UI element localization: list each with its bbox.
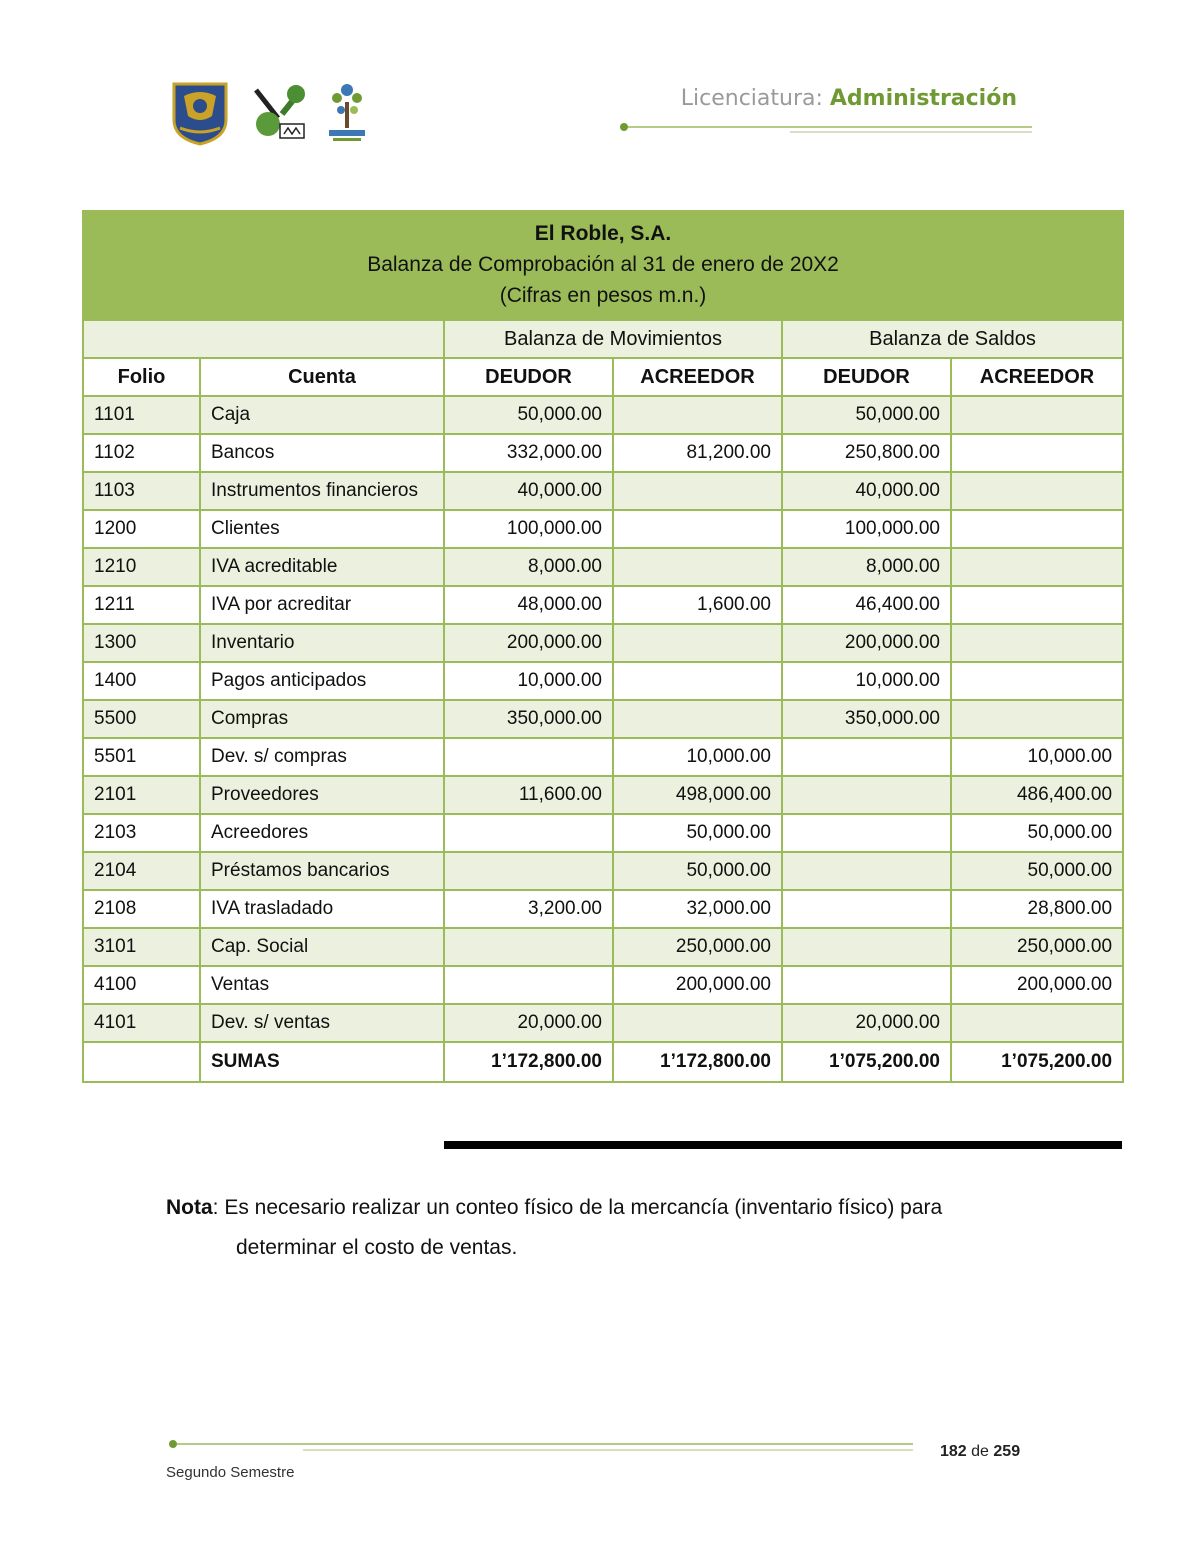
fca-logo [248, 80, 310, 146]
header-logos [170, 80, 380, 150]
cell-mov-deudor: 20,000.00 [444, 1004, 613, 1042]
cell-mov-acreedor [613, 396, 782, 434]
cell-sal-deudor [782, 776, 951, 814]
cell-folio: 2101 [83, 776, 200, 814]
cell-sal-acreedor: 50,000.00 [951, 814, 1123, 852]
table-row [83, 890, 1123, 928]
cell-mov-acreedor [613, 510, 782, 548]
cell-cuenta: Clientes [200, 510, 444, 548]
table-row [83, 662, 1123, 700]
cell-mov-acreedor: 50,000.00 [613, 814, 782, 852]
cell-mov-acreedor: 498,000.00 [613, 776, 782, 814]
cell-mov-deudor: 40,000.00 [444, 472, 613, 510]
cell-mov-acreedor: 250,000.00 [613, 928, 782, 966]
cell-sal-deudor: 8,000.00 [782, 548, 951, 586]
column-header-folio: Folio [83, 358, 200, 396]
cell-mov-acreedor: 1,600.00 [613, 586, 782, 624]
cell-mov-deudor [444, 966, 613, 1004]
cell-mov-acreedor: 10,000.00 [613, 738, 782, 776]
cell-sal-deudor: 40,000.00 [782, 472, 951, 510]
cell-cuenta: Instrumentos financieros [200, 472, 444, 510]
cell-sal-deudor: 350,000.00 [782, 700, 951, 738]
table-row [83, 966, 1123, 1004]
cell-mov-acreedor [613, 1004, 782, 1042]
cell-folio: 2103 [83, 814, 200, 852]
column-header-row [83, 358, 1123, 396]
cell-cuenta: IVA acreditable [200, 548, 444, 586]
cell-sal-acreedor [951, 548, 1123, 586]
cell-folio: 5501 [83, 738, 200, 776]
semester-label: Segundo Semestre [166, 1464, 295, 1481]
cell-sal-deudor: 20,000.00 [782, 1004, 951, 1042]
cell-folio: 2108 [83, 890, 200, 928]
company-name: El Roble, S.A. [534, 222, 672, 245]
cell-folio: 1210 [83, 548, 200, 586]
cell-sal-deudor [782, 928, 951, 966]
cell-sal-acreedor [951, 1004, 1123, 1042]
total-sal-deudor: 1’075,200.00 [782, 1042, 951, 1082]
note-label: Nota [166, 1196, 213, 1219]
cell-sal-acreedor [951, 586, 1123, 624]
cell-mov-acreedor: 32,000.00 [613, 890, 782, 928]
cell-mov-deudor: 332,000.00 [444, 434, 613, 472]
cell-folio: 1211 [83, 586, 200, 624]
program-title [681, 86, 1017, 111]
table-row [83, 548, 1123, 586]
note-text-continued: determinar el costo de ventas. [236, 1236, 518, 1259]
cell-sal-deudor [782, 966, 951, 1004]
cell-folio: 4101 [83, 1004, 200, 1042]
cell-sal-acreedor [951, 510, 1123, 548]
cell-cuenta: Bancos [200, 434, 444, 472]
table-row [83, 814, 1123, 852]
cell-folio: 4100 [83, 966, 200, 1004]
cell-mov-acreedor [613, 548, 782, 586]
cell-mov-deudor: 10,000.00 [444, 662, 613, 700]
cell-sal-deudor [782, 814, 951, 852]
cell-sal-acreedor [951, 434, 1123, 472]
total-sal-acreedor: 1’075,200.00 [951, 1042, 1123, 1082]
cell-cuenta: Caja [200, 396, 444, 434]
table-row [83, 738, 1123, 776]
cell-mov-acreedor: 200,000.00 [613, 966, 782, 1004]
program-prefix: Licenciatura: [680, 86, 823, 111]
cell-cuenta: Compras [200, 700, 444, 738]
cell-mov-deudor: 350,000.00 [444, 700, 613, 738]
cell-mov-acreedor [613, 700, 782, 738]
totals-label: SUMAS [200, 1042, 444, 1082]
cell-sal-acreedor [951, 472, 1123, 510]
note-text: : Es necesario realizar un conteo físico de la mercancía (inventario físico) para [212, 1196, 943, 1219]
cell-mov-deudor: 50,000.00 [444, 396, 613, 434]
table-row [83, 1004, 1123, 1042]
cell-folio: 1102 [83, 434, 200, 472]
cell-sal-deudor: 200,000.00 [782, 624, 951, 662]
cell-cuenta: Ventas [200, 966, 444, 1004]
cell-cuenta: Acreedores [200, 814, 444, 852]
cell-sal-acreedor [951, 662, 1123, 700]
cell-sal-deudor: 100,000.00 [782, 510, 951, 548]
table-row [83, 624, 1123, 662]
cell-mov-acreedor: 50,000.00 [613, 852, 782, 890]
group-header-empty [83, 320, 444, 358]
cell-folio: 5500 [83, 700, 200, 738]
cell-folio: 2104 [83, 852, 200, 890]
cell-mov-acreedor [613, 662, 782, 700]
header-decorative-line [620, 120, 1032, 134]
column-header-cuenta: Cuenta [200, 358, 444, 396]
page-current: 182 [940, 1443, 967, 1460]
cell-cuenta: Inventario [200, 624, 444, 662]
trial-balance-table [82, 210, 1124, 1083]
cell-mov-deudor: 11,600.00 [444, 776, 613, 814]
page-total: 259 [993, 1443, 1021, 1460]
total-mov-acreedor: 1’172,800.00 [613, 1042, 782, 1082]
cell-mov-acreedor: 81,200.00 [613, 434, 782, 472]
currency-note: (Cifras en pesos m.n.) [499, 284, 707, 307]
cell-cuenta: Proveedores [200, 776, 444, 814]
title-row [83, 211, 1123, 320]
cell-sal-acreedor: 28,800.00 [951, 890, 1123, 928]
cell-mov-deudor [444, 738, 613, 776]
program-name: Administración [829, 86, 1017, 111]
table-row [83, 700, 1123, 738]
table-row [83, 852, 1123, 890]
totals-folio-empty [83, 1042, 200, 1082]
cell-mov-deudor: 3,200.00 [444, 890, 613, 928]
cell-folio: 1400 [83, 662, 200, 700]
unam-crest-logo [170, 80, 230, 146]
footer-decorative-line [168, 1438, 913, 1454]
group-header-saldos: Balanza de Saldos [782, 320, 1123, 358]
cell-cuenta: Pagos anticipados [200, 662, 444, 700]
cell-sal-deudor: 46,400.00 [782, 586, 951, 624]
cell-sal-deudor [782, 890, 951, 928]
table-row [83, 928, 1123, 966]
column-header-mov-deudor: DEUDOR [444, 358, 613, 396]
cell-sal-acreedor [951, 396, 1123, 434]
cell-folio: 1200 [83, 510, 200, 548]
cell-mov-deudor: 100,000.00 [444, 510, 613, 548]
cell-mov-deudor: 200,000.00 [444, 624, 613, 662]
cell-sal-acreedor: 10,000.00 [951, 738, 1123, 776]
sua-tree-logo [325, 80, 370, 146]
group-header-movimientos: Balanza de Movimientos [444, 320, 782, 358]
column-header-mov-acreedor: ACREEDOR [613, 358, 782, 396]
table-row [83, 510, 1123, 548]
cell-sal-acreedor [951, 700, 1123, 738]
cell-sal-acreedor: 486,400.00 [951, 776, 1123, 814]
table-row [83, 434, 1123, 472]
cell-cuenta: IVA por acreditar [200, 586, 444, 624]
cell-folio: 1101 [83, 396, 200, 434]
group-header-row [83, 320, 1123, 358]
cell-mov-deudor: 8,000.00 [444, 548, 613, 586]
cell-mov-deudor [444, 928, 613, 966]
table-row [83, 586, 1123, 624]
table-row [83, 396, 1123, 434]
cell-mov-deudor [444, 852, 613, 890]
cell-mov-deudor: 48,000.00 [444, 586, 613, 624]
cell-sal-deudor: 50,000.00 [782, 396, 951, 434]
cell-folio: 3101 [83, 928, 200, 966]
cell-folio: 1103 [83, 472, 200, 510]
total-mov-deudor: 1’172,800.00 [444, 1042, 613, 1082]
cell-cuenta: Dev. s/ ventas [200, 1004, 444, 1042]
table-row [83, 776, 1123, 814]
cell-mov-acreedor [613, 472, 782, 510]
cell-sal-acreedor: 250,000.00 [951, 928, 1123, 966]
totals-row [83, 1042, 1123, 1082]
column-header-sal-acreedor: ACREEDOR [951, 358, 1123, 396]
cell-sal-acreedor: 50,000.00 [951, 852, 1123, 890]
cell-mov-acreedor [613, 624, 782, 662]
cell-cuenta: Préstamos bancarios [200, 852, 444, 890]
table-subtitle: Balanza de Comprobación al 31 de enero de 20X2 [367, 253, 839, 276]
page-of: de [971, 1443, 989, 1460]
page-number [940, 1443, 1020, 1461]
note-paragraph [166, 1188, 1066, 1268]
cell-sal-deudor: 10,000.00 [782, 662, 951, 700]
cell-sal-acreedor [951, 624, 1123, 662]
cell-mov-deudor [444, 814, 613, 852]
table-row [83, 472, 1123, 510]
table-title [83, 211, 1123, 320]
cell-cuenta: Dev. s/ compras [200, 738, 444, 776]
cell-sal-deudor [782, 738, 951, 776]
cell-cuenta: Cap. Social [200, 928, 444, 966]
cell-sal-deudor: 250,800.00 [782, 434, 951, 472]
column-header-sal-deudor: DEUDOR [782, 358, 951, 396]
totals-double-underline [444, 1141, 1122, 1149]
cell-sal-acreedor: 200,000.00 [951, 966, 1123, 1004]
cell-folio: 1300 [83, 624, 200, 662]
cell-cuenta: IVA trasladado [200, 890, 444, 928]
cell-sal-deudor [782, 852, 951, 890]
